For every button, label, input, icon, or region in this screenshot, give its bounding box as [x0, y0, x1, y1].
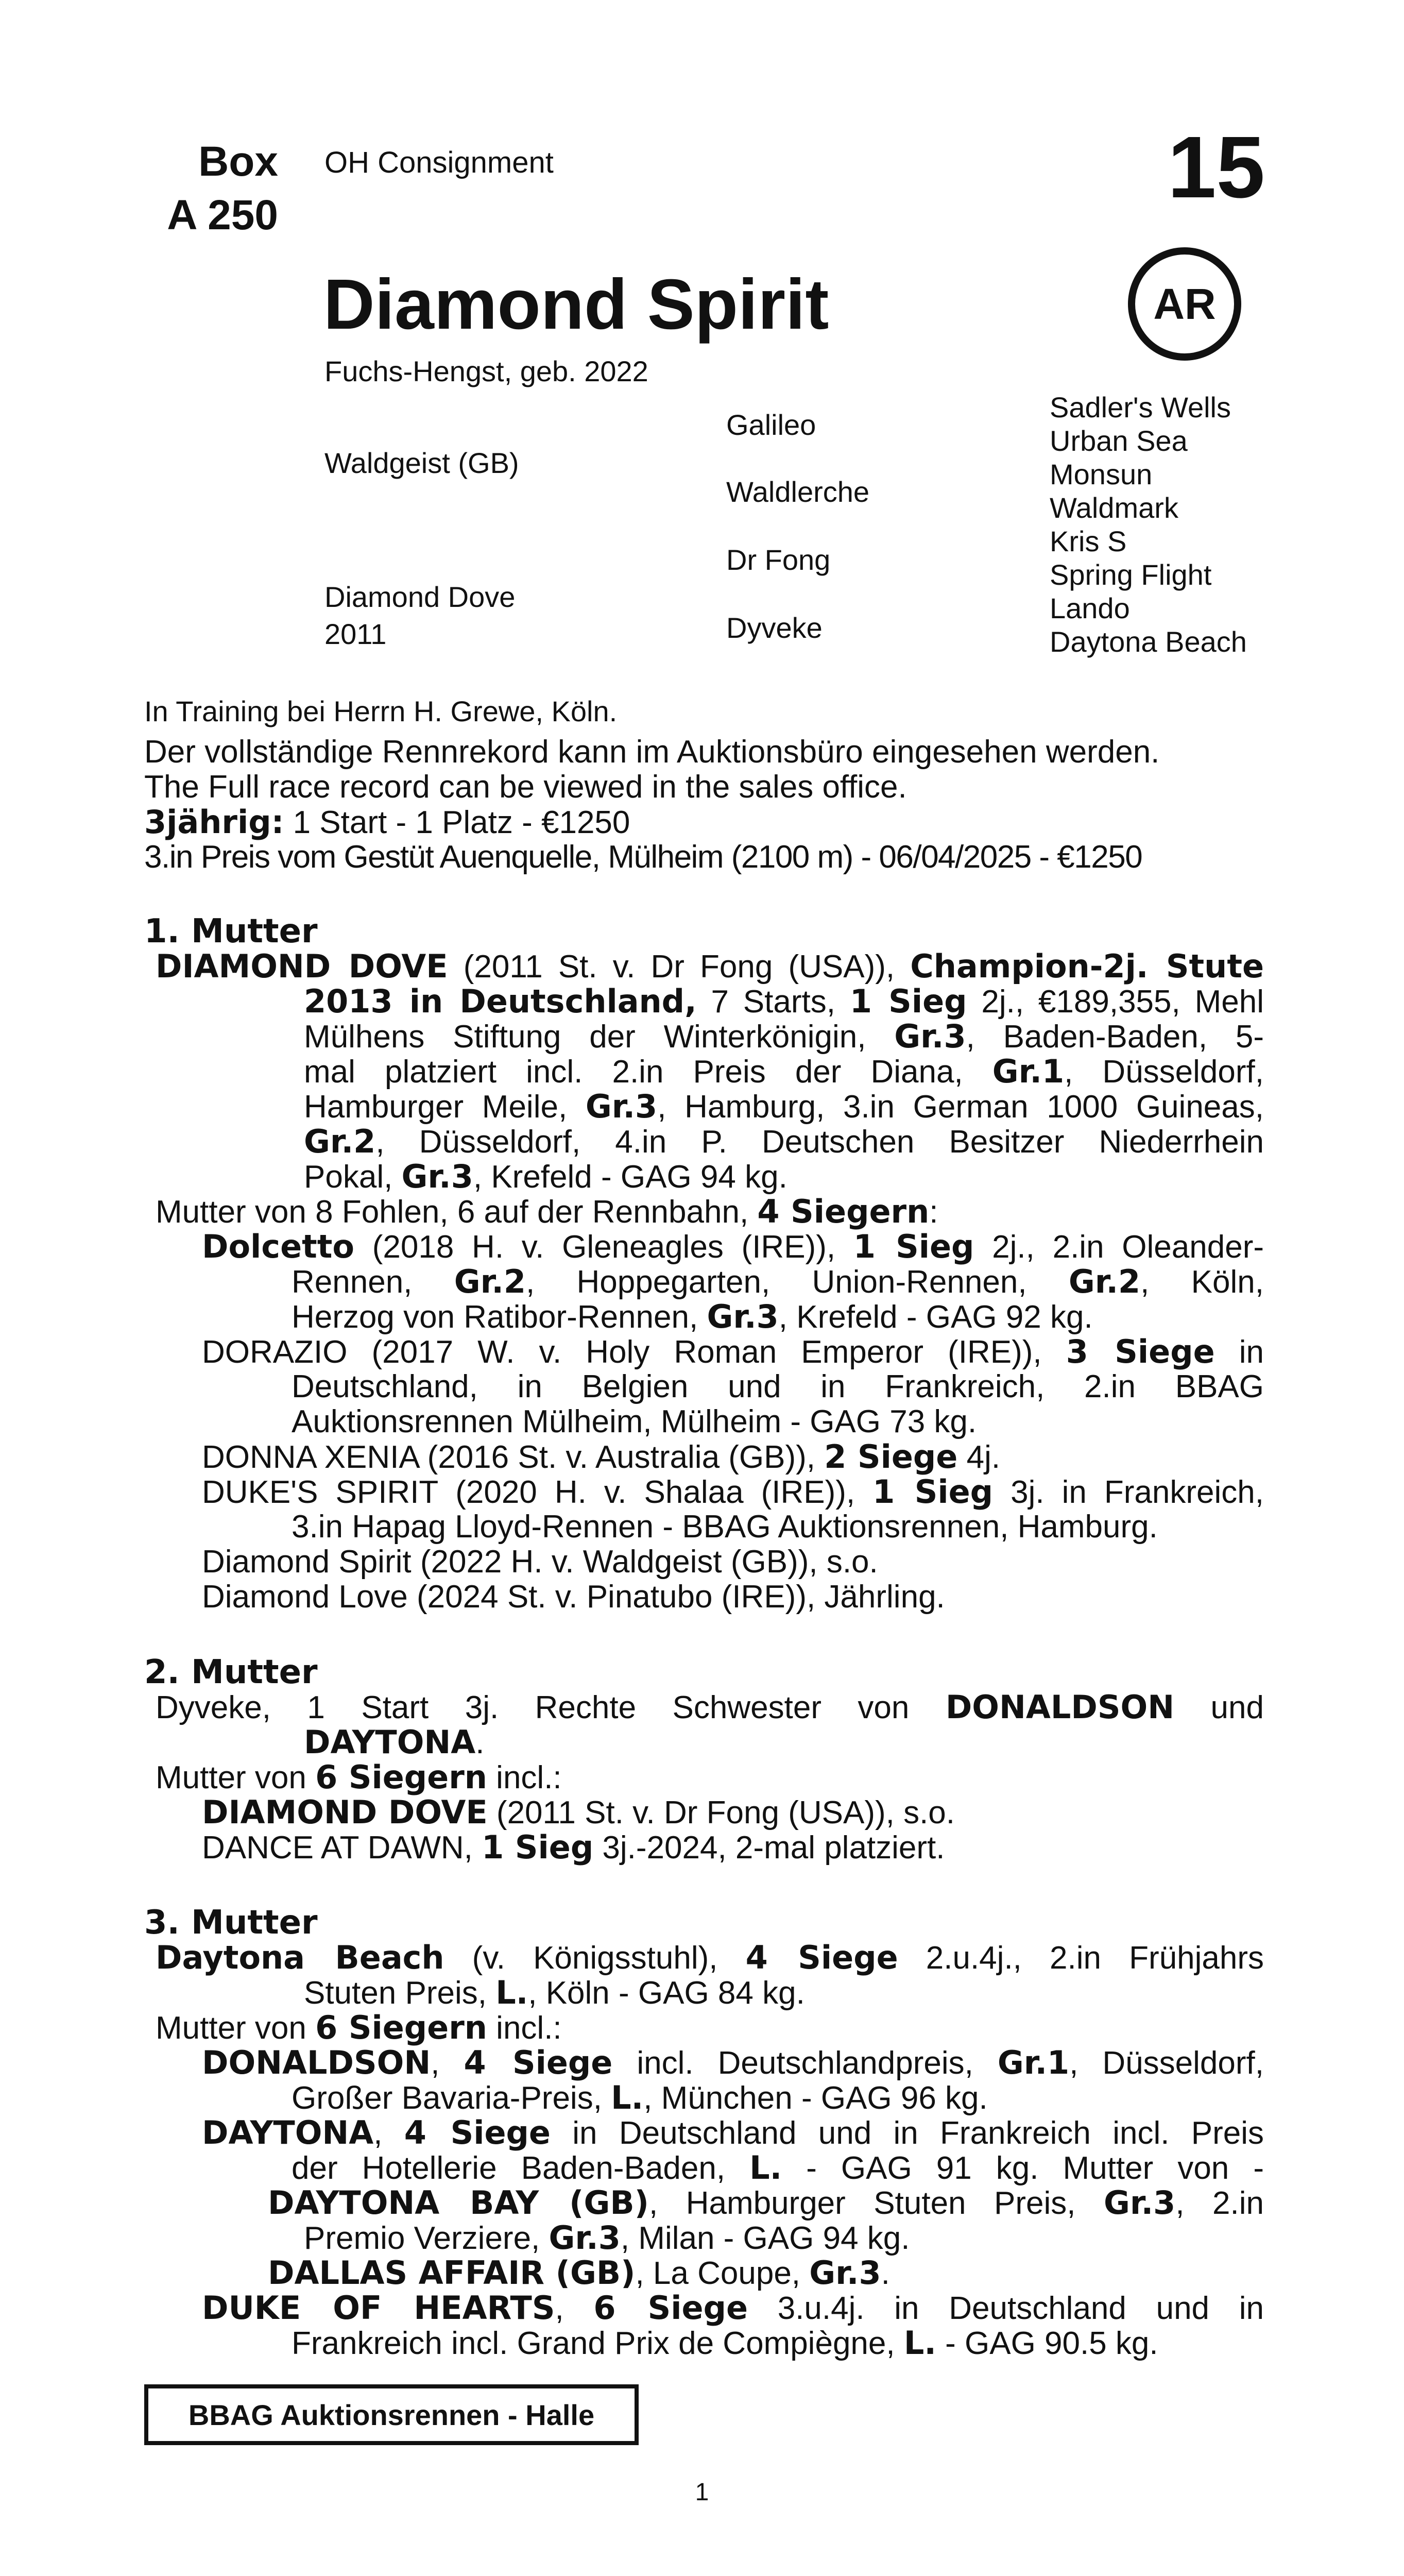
trainer: In Training bei Herrn H. Grewe, Köln.	[144, 695, 618, 727]
text: - GAG 91 kg. Mutter von -	[782, 2150, 1264, 2186]
text: , 2.in	[1175, 2185, 1264, 2221]
age3-summary	[144, 805, 630, 840]
text: 3j. in Frankreich,	[993, 1475, 1264, 1510]
age3-text: 1 Start - 1 Platz - €1250	[284, 805, 630, 840]
great-grandparent: Waldmark	[1050, 492, 1178, 524]
text: , Köln - GAG 84 kg.	[528, 1975, 805, 2011]
sibling-name: DONALDSON	[945, 1688, 1175, 1726]
offspring-line: Auktionsrennen Mülheim, Mülheim - GAG 73 kg.	[292, 1404, 977, 1439]
box-line-2: A 250	[167, 192, 278, 239]
winners-count: 6 Siegern	[315, 1758, 487, 1796]
text: 2j., 2.in Oleander-	[974, 1229, 1264, 1265]
text: .	[475, 1725, 485, 1760]
text: , Düsseldorf,	[1064, 1054, 1264, 1090]
text: , Krefeld - GAG 94 kg.	[473, 1159, 787, 1195]
lot-number: 15	[1167, 118, 1265, 216]
offspring-name: DAYTONA BAY (GB)	[268, 2184, 649, 2222]
grade: Gr.3	[549, 2219, 621, 2257]
text: 2.u.4j., 2.in Frühjahrs	[898, 1940, 1264, 1976]
mutter1-line	[304, 984, 1264, 1020]
great-grandparent: Urban Sea	[1050, 425, 1188, 457]
text: 4j.	[957, 1439, 1001, 1475]
dam-name: DIAMOND DOVE	[156, 947, 448, 985]
mutter2-line	[304, 1725, 485, 1760]
offspring-line: Deutschland, in Belgien und in Frankreich, 2.in BBAG	[292, 1369, 1264, 1404]
mutter1-line	[304, 1089, 1264, 1125]
box-line-1: Box	[198, 138, 278, 185]
mutter1-line	[304, 1124, 1264, 1160]
grade: Gr.3	[1103, 2184, 1176, 2222]
text: DUKE'S SPIRIT (2020 H. v. Shalaa (IRE)),	[202, 1475, 873, 1510]
grade: Gr.3	[585, 1088, 658, 1125]
text: Pokal,	[304, 1159, 402, 1195]
offspring-line	[202, 1439, 1000, 1475]
horse-description: Fuchs-Hengst, geb. 2022	[324, 355, 648, 387]
text: incl.:	[487, 2010, 562, 2046]
text: (2018 H. v. Gleneagles (IRE)),	[354, 1229, 853, 1265]
offspring-line: Diamond Love (2024 St. v. Pinatubo (IRE)), Jährling.	[202, 1579, 945, 1615]
offspring-line	[202, 1334, 1264, 1370]
wins: 1 Sieg	[853, 1228, 974, 1265]
offspring-line	[202, 2291, 1264, 2326]
great-grandparent: Sadler's Wells	[1050, 391, 1231, 423]
text: Mutter von	[156, 1760, 316, 1795]
dam: Diamond Dove	[324, 581, 516, 613]
offspring-line	[202, 1475, 1264, 1510]
winners-summary	[156, 2010, 562, 2046]
mutter1-line	[304, 1159, 787, 1195]
grade: Gr.2	[304, 1123, 376, 1160]
offspring-line	[202, 1830, 945, 1866]
offspring-line	[292, 2080, 988, 2116]
mutter1-line	[156, 949, 1264, 985]
offspring-line	[292, 1264, 1264, 1300]
age3-label: 3jährig:	[144, 803, 284, 841]
text: Hamburger Meile,	[304, 1089, 586, 1125]
grade: Gr.1	[992, 1053, 1065, 1090]
text: DORAZIO (2017 W. v. Holy Roman Emperor (IRE)),	[202, 1334, 1066, 1370]
grade: Gr.3	[707, 1298, 779, 1335]
text: 2j., €189,355, Mehl	[967, 984, 1264, 1020]
text: Premio Verziere,	[304, 2221, 549, 2256]
champion-title: 2013 in Deutschland,	[304, 982, 697, 1020]
wins: 4 Siege	[464, 2044, 613, 2081]
offspring-name: DONALDSON	[202, 2044, 431, 2081]
winners-summary	[156, 1760, 562, 1795]
text: DANCE AT DAWN,	[202, 1830, 482, 1866]
great-grandparent: Spring Flight	[1050, 558, 1212, 591]
text: , Hamburger Stuten Preis,	[648, 2185, 1104, 2221]
text: in Deutschland und in Frankreich incl. Preis	[550, 2115, 1264, 2151]
offspring-line	[304, 2221, 910, 2256]
offspring-line: Diamond Spirit (2022 H. v. Waldgeist (GB)), s.o.	[202, 1544, 878, 1580]
wins: 1 Sieg	[849, 982, 967, 1020]
offspring-name: DUKE OF HEARTS	[202, 2289, 555, 2327]
text: , Milan - GAG 94 kg.	[620, 2221, 910, 2256]
text: Mutter von 8 Fohlen, 6 auf der Rennbahn,	[156, 1194, 758, 1230]
champion-title: Champion-2j. Stute	[910, 947, 1264, 985]
wins: 2 Siege	[824, 1438, 958, 1476]
winners-count: 6 Siegern	[315, 2009, 487, 2046]
great-grandparent: Daytona Beach	[1050, 625, 1247, 658]
offspring-line	[202, 2115, 1264, 2151]
offspring-line	[202, 2045, 1264, 2081]
text: incl.:	[487, 1760, 562, 1795]
mutter3-line	[304, 1975, 805, 2011]
sibling-name: DAYTONA	[304, 1723, 476, 1761]
age3-detail: 3.in Preis vom Gestüt Auenquelle, Mülheim (2100 m) - 06/04/2025 - €1250	[144, 839, 1142, 875]
grandparent: Dyveke	[726, 612, 823, 644]
text: Dyveke, 1 Start 3j. Rechte Schwester von	[156, 1690, 946, 1725]
grade: L.	[611, 2079, 644, 2116]
wins: 6 Siege	[593, 2289, 748, 2327]
text: ,	[555, 2291, 594, 2326]
text: Mülhens Stiftung der Winterkönigin,	[304, 1019, 895, 1055]
page-number: 1	[695, 2479, 709, 2506]
grade: Gr.3	[809, 2254, 881, 2292]
box-label	[134, 135, 278, 242]
text: (2011 St. v. Dr Fong (USA)),	[448, 949, 911, 985]
text: mal platziert incl. 2.in Preis der Diana,	[304, 1054, 992, 1090]
text: 3j.-2024, 2-mal platziert.	[593, 1830, 945, 1866]
text: Rennen,	[292, 1264, 454, 1300]
dam-year: 2011	[324, 618, 387, 650]
offspring-name: DALLAS AFFAIR (GB)	[268, 2254, 636, 2292]
grade: Gr.3	[894, 1018, 966, 1055]
great-grandparent: Lando	[1050, 592, 1130, 624]
text: , München - GAG 96 kg.	[643, 2080, 988, 2116]
text: , Düsseldorf, 4.in P. Deutschen Besitzer Niederrhein	[375, 1124, 1264, 1160]
text: Herzog von Ratibor-Rennen,	[292, 1299, 707, 1335]
offspring-line	[268, 2256, 890, 2291]
text: , Köln,	[1140, 1264, 1264, 1300]
ar-badge: AR	[1128, 247, 1241, 361]
text: , Baden-Baden, 5-	[966, 1019, 1264, 1055]
mutter3-heading: 3. Mutter	[144, 1904, 318, 1942]
horse-name: Diamond Spirit	[323, 265, 829, 344]
text: 3.u.4j. in Deutschland und in	[748, 2291, 1264, 2326]
wins: 4 Siege	[745, 1939, 898, 1976]
foals-summary	[156, 1194, 938, 1230]
grade: Gr.3	[401, 1158, 473, 1195]
text: , Hamburg, 3.in German 1000 Guineas,	[657, 1089, 1264, 1125]
grandparent: Waldlerche	[726, 476, 870, 508]
text: , Düsseldorf,	[1069, 2045, 1264, 2081]
mutter1-line	[304, 1019, 1264, 1055]
text: ,	[373, 2115, 404, 2151]
grade: L.	[903, 2324, 936, 2362]
grandparent: Dr Fong	[726, 544, 831, 576]
text: in	[1214, 1334, 1264, 1370]
winners-count: 4 Siegern	[757, 1193, 930, 1230]
wins: 4 Siege	[404, 2114, 551, 2151]
mutter2-line	[156, 1690, 1264, 1725]
text: :	[929, 1194, 938, 1230]
offspring-line	[202, 1229, 1264, 1265]
great-grandparent: Monsun	[1050, 458, 1153, 490]
offspring-line	[292, 2326, 1158, 2361]
text: 7 Starts,	[696, 984, 850, 1020]
offspring-line	[292, 1299, 1093, 1335]
grade: Gr.2	[1068, 1263, 1141, 1300]
record-note-de: Der vollständige Rennrekord kann im Auktionsbüro eingesehen werden.	[144, 734, 1160, 770]
text: ,	[431, 2045, 464, 2081]
race-engagement-box: BBAG Auktionsrennen - Halle	[144, 2384, 639, 2445]
mutter1-line	[304, 1054, 1264, 1090]
offspring-name: DIAMOND DOVE	[202, 1793, 488, 1831]
text: Großer Bavaria-Preis,	[292, 2080, 611, 2116]
great-grandparent: Kris S	[1050, 525, 1127, 557]
text: Frankreich incl. Grand Prix de Compiègne,	[292, 2326, 904, 2361]
text: DONNA XENIA (2016 St. v. Australia (GB)),	[202, 1439, 825, 1475]
text: und	[1174, 1690, 1264, 1725]
offspring-name: Dolcetto	[202, 1228, 354, 1265]
offspring-line	[202, 1795, 955, 1831]
text: (2011 St. v. Dr Fong (USA)), s.o.	[487, 1795, 955, 1831]
record-note-en: The Full race record can be viewed in the sales office.	[144, 769, 907, 805]
consignor: OH Consignment	[324, 146, 554, 179]
text: incl. Deutschlandpreis,	[612, 2045, 998, 2081]
grade: L.	[749, 2149, 782, 2187]
wins: 1 Sieg	[872, 1473, 994, 1511]
dam-name: Daytona Beach	[156, 1939, 444, 1976]
offspring-line	[292, 2150, 1264, 2186]
text: (v. Königsstuhl),	[444, 1940, 746, 1976]
grandparent: Galileo	[726, 409, 816, 441]
offspring-line	[268, 2185, 1264, 2221]
text: , Hoppegarten, Union-Rennen,	[526, 1264, 1069, 1300]
grade: Gr.2	[454, 1263, 526, 1300]
offspring-line: 3.in Hapag Lloyd-Rennen - BBAG Auktionsrennen, Hamburg.	[292, 1509, 1158, 1545]
text: Mutter von	[156, 2010, 316, 2046]
text: , Krefeld - GAG 92 kg.	[778, 1299, 1093, 1335]
mutter1-heading: 1. Mutter	[144, 912, 318, 951]
text: - GAG 90.5 kg.	[936, 2326, 1158, 2361]
text: der Hotellerie Baden-Baden,	[292, 2150, 750, 2186]
mutter3-line	[156, 1940, 1264, 1976]
text: , La Coupe,	[635, 2256, 810, 2291]
wins: 1 Sieg	[482, 1828, 594, 1866]
wins: 3 Siege	[1066, 1333, 1215, 1370]
grade: Gr.1	[997, 2044, 1070, 2081]
text: .	[881, 2256, 890, 2291]
mutter2-heading: 2. Mutter	[144, 1653, 318, 1691]
offspring-name: DAYTONA	[202, 2114, 374, 2151]
sire: Waldgeist (GB)	[324, 447, 519, 479]
grade: L.	[495, 1974, 528, 2011]
text: Stuten Preis,	[304, 1975, 496, 2011]
